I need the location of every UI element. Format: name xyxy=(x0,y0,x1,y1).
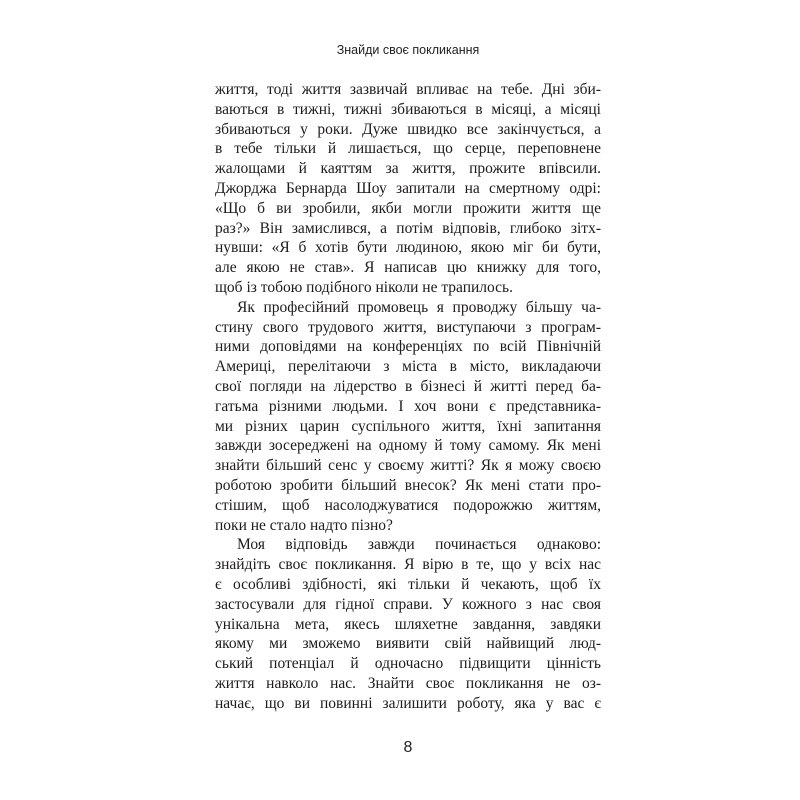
text-line: начає, що ви повинні залишити роботу, яка у вас є xyxy=(215,694,601,712)
text-line: ними доповідями на конференціях по всій Північній xyxy=(215,338,601,356)
text-line: збиваються у роки. Дуже швидко все закінчується, а xyxy=(215,120,601,138)
text-line: унікальна мета, якесь шляхетне завдання, завдяки xyxy=(215,615,601,633)
text-line: жалощами й каяттям за життя, прожите впівсили. xyxy=(215,160,601,178)
text-line: в тебе тільки й лишається, що серце, переповнене xyxy=(215,140,601,158)
text-line: ми різних царин суспільного життя, їхні запитання xyxy=(215,417,601,435)
text-line: раз?» Він замислився, а потім відповів, глибоко зітх- xyxy=(215,219,601,237)
text-line: знайти більший сенс у своєму житті? Як я можу своєю xyxy=(215,457,601,475)
paragraph xyxy=(215,298,601,536)
text-line: нувши: «Я б хотів бути людиною, якою міг би бути, xyxy=(215,239,601,257)
text-line: роботою зробити більший внесок? Як мені стати про- xyxy=(215,476,601,494)
text-line: але якою не став». Я написав цю книжку для того, xyxy=(215,259,601,277)
page-number: 8 xyxy=(403,739,413,756)
text-line: «Що б ви зробили, якби могли прожити життя ще xyxy=(215,199,601,217)
text-line: застосували для гідної справи. У кожного з нас своя xyxy=(215,595,601,613)
text-line: стішим, щоб насолоджуватися подорожжю життям, xyxy=(215,496,601,514)
text-line: Америці, перелітаючи з міста в місто, викладаючи xyxy=(215,358,601,376)
text-line: Як професійний промовець я проводжу більшу ча- xyxy=(237,298,601,316)
text-line: знайдіть своє покликання. Я вірю в те, що у всіх нас xyxy=(215,556,601,574)
text-line: ваються в тижні, тижні збиваються в місяці, а місяці xyxy=(215,100,601,118)
text-line: гатьма різними людьми. І хоч вони є представника- xyxy=(215,397,601,415)
text-line: поки не стало надто пізно? xyxy=(215,516,393,534)
body-text xyxy=(215,80,601,714)
text-line: стину свого трудового життя, виступаючи з програм- xyxy=(215,318,601,336)
paragraph xyxy=(215,535,601,713)
text-line: завжди зосереджені на одному й тому самому. Як мені xyxy=(215,437,601,455)
text-line: щоб із тобою подібного ніколи не трапилось. xyxy=(215,278,513,296)
text-line: якому ми зможемо виявити свій найвищий люд- xyxy=(215,635,601,653)
running-head: Знайди своє покликання xyxy=(336,43,480,57)
paragraph xyxy=(215,80,601,298)
text-line: життя, тоді життя зазвичай впливає на тебе. Дні зби- xyxy=(215,81,601,98)
text-line: життя навколо нас. Знайти своє покликання не оз- xyxy=(215,674,601,692)
text-line: є особливі здібності, які тільки й чекають, щоб їх xyxy=(215,575,601,593)
text-line: Джорджа Бернарда Шоу запитали на смертному одрі: xyxy=(215,179,601,197)
text-line: Моя відповідь завжди починається однаково: xyxy=(237,536,601,554)
text-line: ський потенціал й одночасно підвищити цінність xyxy=(215,655,601,673)
text-line: свої погляди на лідерство в бізнесі й житті перед ба- xyxy=(215,377,601,395)
